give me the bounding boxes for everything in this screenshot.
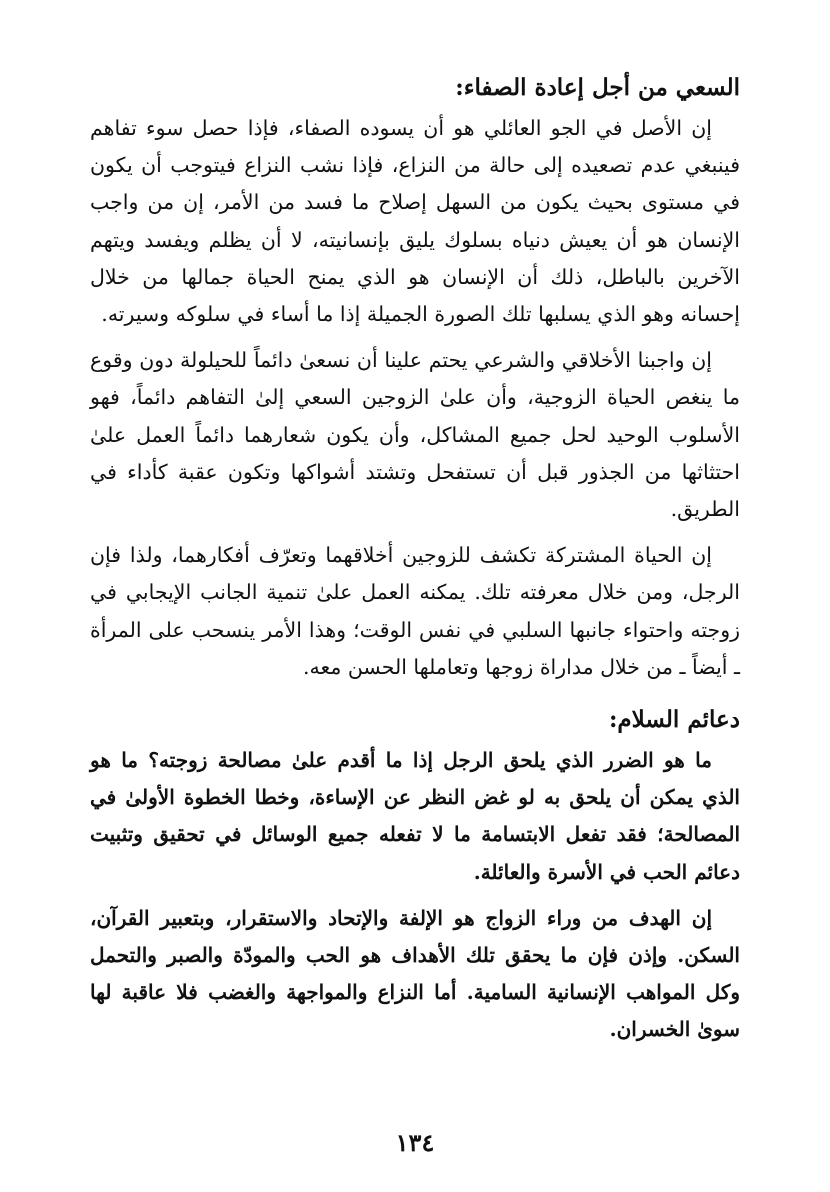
paragraph-moral-duty: إن واجبنا الأخلاقي والشرعي يحتم علينا أن نسعىٰ دائماً للحيلولة دون وقوع ما ينغص الحياة الزوجية، وأن علىٰ الزوجين السعي إلىٰ التفاهم دائماً، فهو الأسلوب الوحيد لحل جميع المشاكل، وأن يكون شعارهما دائماً العمل علىٰ احتثاثها من الجذور قبل أن تستفحل وتشتد أشواكها وتكون عقبة كأداء في الطريق. (90, 348, 740, 522)
page-body (90, 70, 740, 1058)
paragraph-shared-life: إن الحياة المشتركة تكشف للزوجين أخلاقهما وتعرّف أفكارهما، ولذا فإن الرجل، ومن خلال معرفته تلك. يمكنه العمل علىٰ تنمية الجانب الإيجابي في زوجته واحتواء جانبها السلبي في نفس الوقت؛ وهذا الأمر ينسحب على المرأة ـ أيضاً ـ من خلال مداراة زوجها وتعاملها الحسن معه. (90, 543, 740, 679)
paragraph-reconciliation: ما هو الضرر الذي يلحق الرجل إذا ما أقدم علىٰ مصالحة زوجته؟ ما هو الذي يمكن أن يلحق به لو غض النظر عن الإساءة، وخطا الخطوة الأولىٰ في المصالحة؛ فقد تفعل الابتسامة ما لا تفعله جميع الوسائل في تحقيق وتثبيت دعائم الحب في الأسرة والعائلة. (90, 748, 740, 884)
paragraph-family-serenity: إن الأصل في الجو العائلي هو أن يسوده الصفاء، فإذا حصل سوء تفاهم فينبغي عدم تصعيده إلى حالة من النزاع، فإذا نشب النزاع فيتوجب أن يكون في مستوى بحيث يكون من السهل إصلاح ما فسد من الأمر، إن من واجب الإنسان هو أن يعيش دنياه بسلوك يليق بإنسانيته، لا أن يظلم ويفسد ويتهم الآخرين بالباطل، ذلك أن الإنسان هو الذي يمنح الحياة جمالها من خلال إحسانه وهو الذي يسلبها تلك الصورة الجميلة إذا ما أساء في سلوكه وسيرته. (90, 116, 740, 327)
paragraph-marriage-goal: إن الهدف من وراء الزواج هو الإلفة والإتحاد والاستقرار، وبتعبير القرآن، السكن. وإذن فإن ما يحقق تلك الأهداف هو الحب والمودّة والصبر والتحمل وكل المواهب الإنسانية السامية. أما النزاع والمواجهة والغضب فلا عاقبة لها سوىٰ الخسران. (90, 905, 740, 1042)
section-heading-restore-serenity: السعي من أجل إعادة الصفاء: (455, 74, 740, 101)
section-heading-pillars-of-peace: دعائم السلام: (608, 706, 740, 734)
page-number: ١٣٤ (395, 1128, 435, 1157)
